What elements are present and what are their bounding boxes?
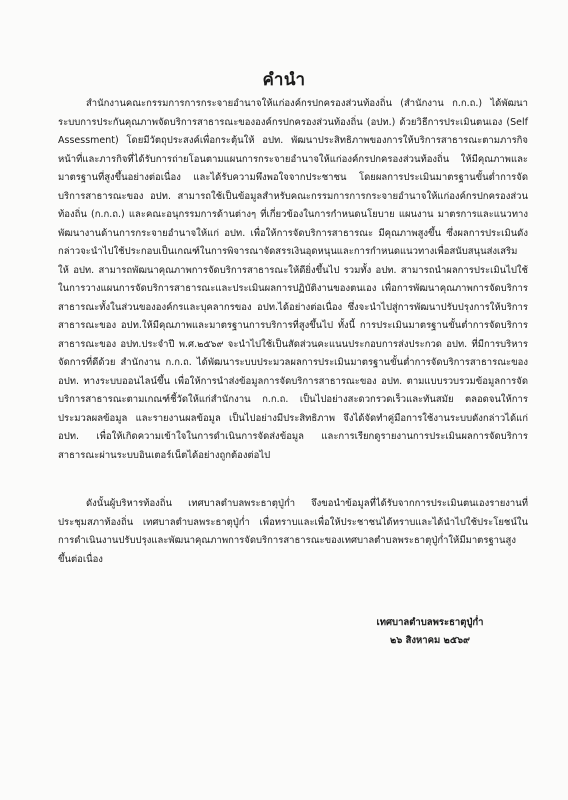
preface-paragraph-2: ดังนั้นผู้บริหารท้องถิ่น เทศบาลตำบลพระธาตุปู่ก่ำ จึงขอนำข้อมูลที่ได้รับจากการประเมินตนเองรายงานที่ประชุมสภาท้องถิ่น เทศบาลตำบลพระธาตุปู่ก่ำ เพื่อทราบและเพื่อให้ประชาชนได้ทราบและได้นำไปใช้ประโยชน์ในการดำเนินงานปรับปรุงและพัฒนาคุณภาพการจัดบริการสาธารณะของเทศบาลตำบลพระธาตุปู่ก่ำให้มีมาตรฐานสูงขึ้นต่อเนื่อง <box>58 498 528 565</box>
signature-organization: เทศบาลตำบลพระธาตุปู่ก่ำ <box>376 617 484 628</box>
signature-block <box>340 614 520 650</box>
preface-paragraph-1-block <box>58 95 528 465</box>
signature-date: ๒๖ สิงหาคม ๒๕๖๙ <box>390 635 470 646</box>
preface-paragraph-2-block <box>58 495 528 569</box>
preface-paragraph-1: สำนักงานคณะกรรมการการกระจายอำนาจให้แก่องค์กรปกครองส่วนท้องถิ่น (สำนักงาน ก.ก.ถ.) ได้พัฒนาระบบการประกันคุณภาพจัดบริการสาธารณะขององค์กรปกครองส่วนท้องถิ่น (อปท.) ด้วยวิธีการประเมินตนเอง (Self Assessment) โดยมีวัตถุประสงค์เพื่อกระตุ้นให้ อปท. พัฒนาประสิทธิภาพของการให้บริการสาธารณะตามภารกิจหน้าที่และภารกิจที่ได้รับการถ่ายโอนตามแผนการกระจายอำนาจให้แก่องค์กรปกครองส่วนท้องถิ่น ให้มีคุณภาพและมาตรฐานที่สูงขึ้นอย่างต่อเนื่อง และได้รับความพึงพอใจจากประชาชน โดยผลการประเมินมาตรฐานขั้นต่ำการจัดบริการสาธารณะของ อปท. สามารถใช้เป็นข้อมูลสำหรับคณะกรรมการการกระจายอำนาจให้แก่องค์กรปกครองส่วนท้องถิ่น (ก.ก.ถ.) และคณะอนุกรรมการด้านต่างๆ ที่เกี่ยวข้องในการกำหนดนโยบาย แผนงาน มาตรการและแนวทางพัฒนางานด้านการกระจายอำนาจให้แก่ อปท. เพื่อให้การจัดบริการสาธารณะ มีคุณภาพสูงขึ้น ซึ่งผลการประเมินดังกล่าวจะนำไปใช้ประกอบเป็นเกณฑ์ในการพิจารณาจัดสรรเงินอุดหนุนและการกำหนดแนวทางเพื่อสนับสนุนส่งเสริมให้ อปท. สามารถพัฒนาคุณภาพการจัดบริการสาธารณะให้ดียิ่งขึ้นไป รวมทั้ง อปท. สามารถนำผลการประเมินไปใช้ในการวางแผนการจัดบริการสาธารณะและประเมินผลการปฏิบัติงานของตนเอง เพื่อการพัฒนาคุณภาพการจัดบริการสาธารณะทั้งในส่วนขององค์กรและบุคลากรของ อปท.ได้อย่างต่อเนื่อง ซึ่งจะนำไปสู่การพัฒนาปรับปรุงการให้บริการสาธารณะของ อปท.ให้มีคุณภาพและมาตรฐานการบริการที่สูงขึ้นไป ทั้งนี้ การประเมินมาตรฐานขั้นต่ำการจัดบริการสาธารณะของ อปท.ประจำปี พ.ศ.๒๕๖๙ จะนำไปใช้เป็นสัดส่วนคะแนนประกอบการส่งประกวด อปท. ที่มีการบริหารจัดการที่ดีด้วย สำนักงาน ก.ก.ถ. ได้พัฒนาระบบประมวลผลการประเมินมาตรฐานขั้นต่ำการจัดบริการสาธารณะของ อปท. ทางระบบออนไลน์ขึ้น เพื่อให้การนำส่งข้อมูลการจัดบริการสาธารณะของ อปท. ตามแบบรวบรวมข้อมูลการจัดบริการสาธารณะตามเกณฑ์ชี้วัดให้แก่สำนักงาน ก.ก.ถ. เป็นไปอย่างสะดวกรวดเร็วและทันสมัย ตลอดจนให้การประมวลผลข้อมูล และรายงานผลข้อมูล เป็นไปอย่างมีประสิทธิภาพ จึงได้จัดทำคู่มือการใช้งานระบบดังกล่าวได้แก่ อปท. เพื่อให้เกิดความเข้าใจในการดำเนินการจัดส่งข้อมูล และการเรียกดูรายงานการประเมินผลการจัดบริการสาธารณะผ่านระบบอินเตอร์เน็ตได้อย่างถูกต้องต่อไป <box>58 98 528 461</box>
document-title: คำนำ <box>262 70 306 90</box>
